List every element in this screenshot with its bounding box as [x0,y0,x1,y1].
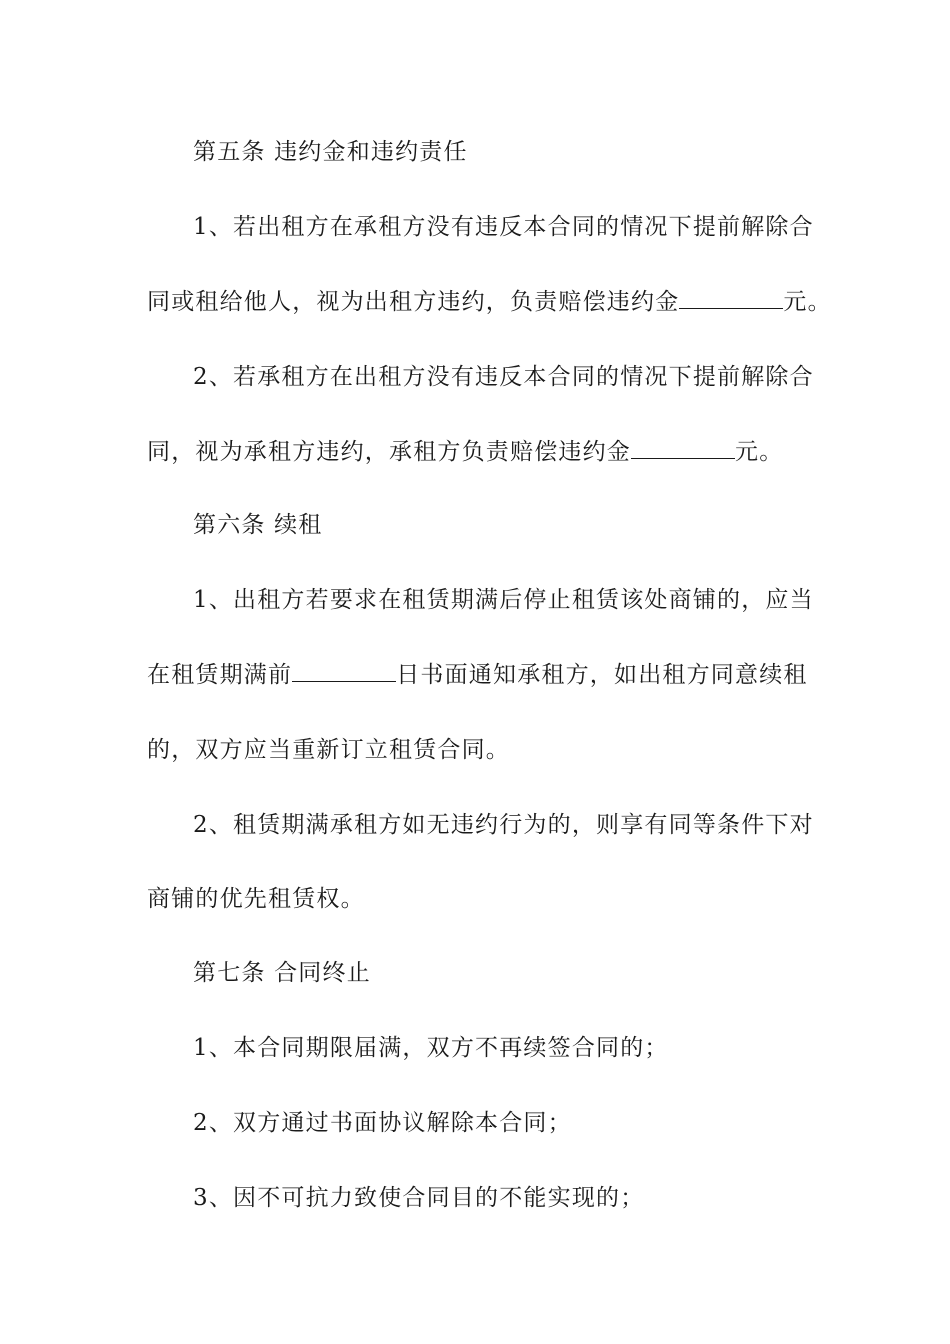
article-7-title: 第七条 合同终止 [193,960,371,986]
article-5-clause-1-line-1: 1、若出租方在承租方没有违反本合同的情况下提前解除合 [193,214,814,240]
article-7-clause-1: 1、本合同期限届满，双方不再续签合同的； [193,1035,669,1061]
text-segment: 元。 [783,289,832,315]
text-segment: 日书面通知承租方，如出租方同意续租 [396,662,808,688]
article-5-clause-2-line-1: 2、若承租方在出租方没有违反本合同的情况下提前解除合 [193,364,814,390]
text-segment: 在租赁期满前 [147,662,293,688]
article-6-clause-1-line-1: 1、出租方若要求在租赁期满后停止租赁该处商铺的，应当 [193,587,814,613]
text-segment: 元。 [735,439,784,465]
article-7-clause-3: 3、因不可抗力致使合同目的不能实现的； [193,1185,645,1211]
article-6-clause-2-line-2: 商铺的优先租赁权。 [147,886,365,912]
fill-in-blank [679,288,783,309]
article-6-clause-1-line-3: 的，双方应当重新订立租赁合同。 [147,737,510,763]
article-5-title: 第五条 违约金和违约责任 [193,139,468,165]
article-6-clause-2-line-1: 2、租赁期满承租方如无违约行为的，则享有同等条件下对 [193,812,814,838]
fill-in-blank [631,438,735,459]
fill-in-blank [292,661,396,682]
article-7-clause-2: 2、双方通过书面协议解除本合同； [193,1110,572,1136]
article-6-clause-1-line-2 [147,660,808,690]
article-5-clause-2-line-2 [147,437,783,467]
article-6-title: 第六条 续租 [193,512,323,538]
article-5-clause-1-line-2 [147,287,832,317]
text-segment: 同或租给他人，视为出租方违约，负责赔偿违约金 [147,289,680,315]
text-segment: 同，视为承租方违约，承租方负责赔偿违约金 [147,439,631,465]
